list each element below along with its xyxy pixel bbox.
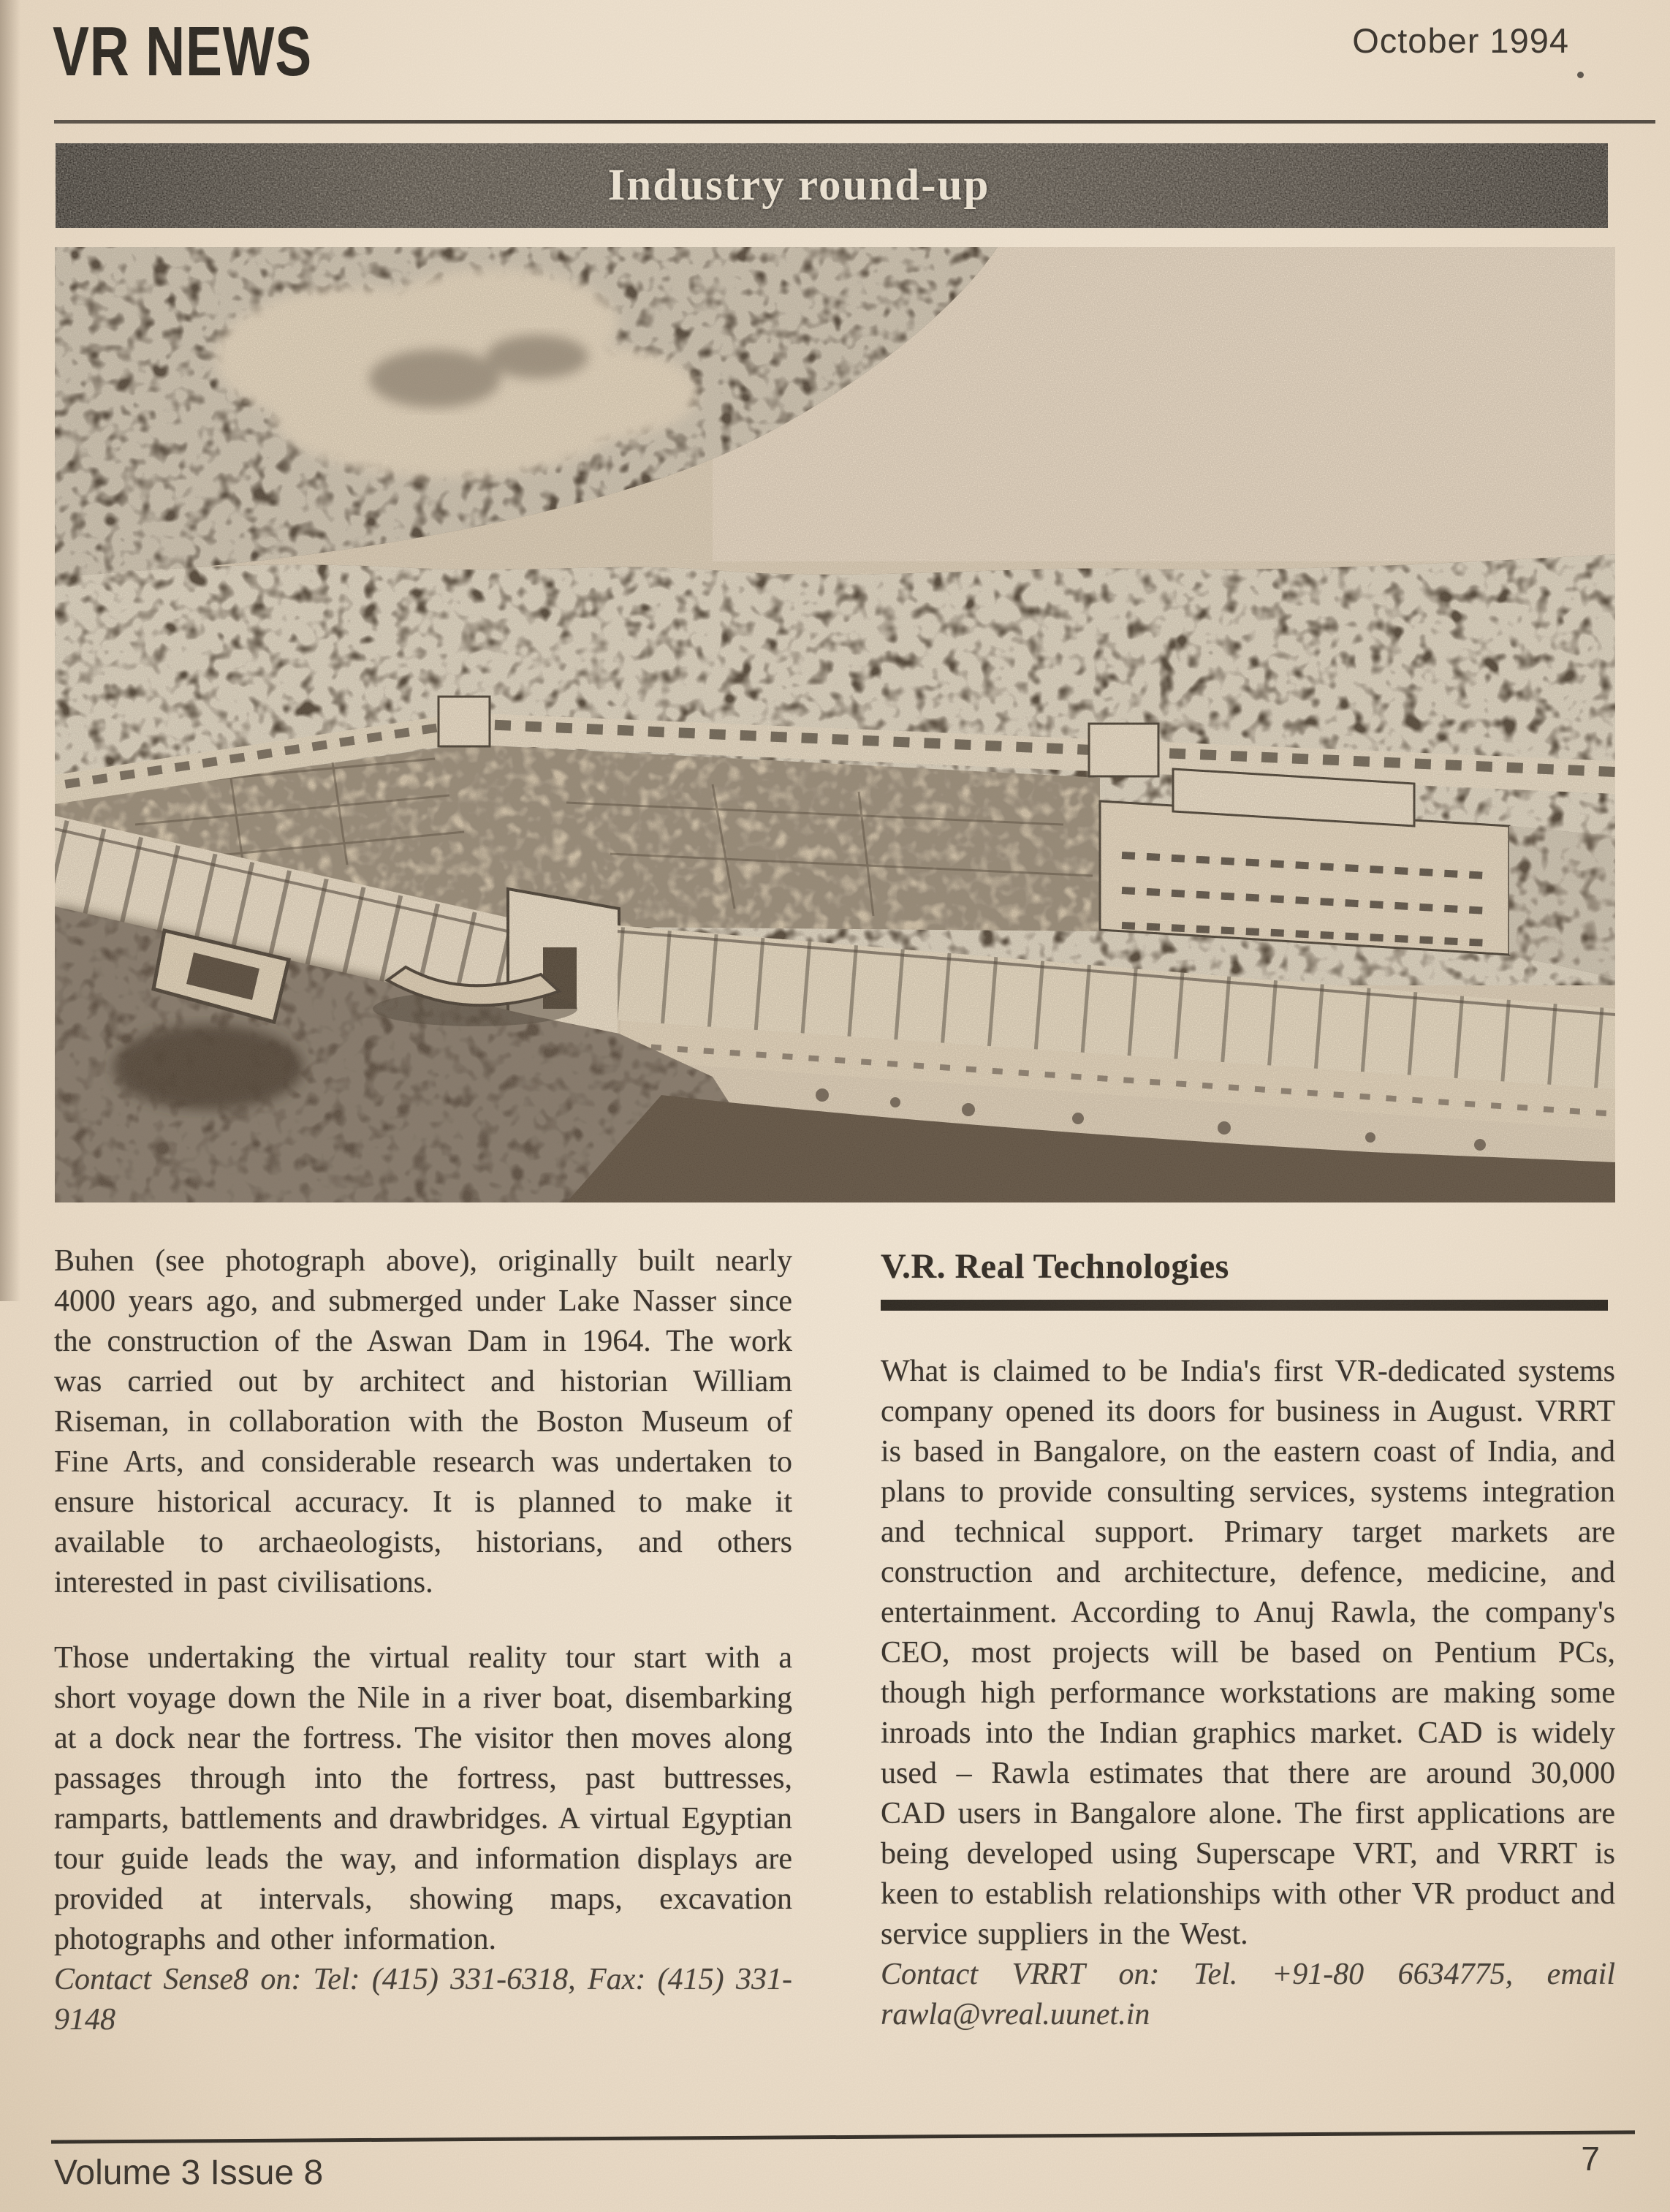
scan-edge-shadow xyxy=(0,0,20,1301)
footer-rule xyxy=(51,2130,1635,2143)
buhen-paragraph-1: Buhen (see photograph above), originally built nearly 4000 years ago, and submerged under Lake Nasser since the construction of the Aswan Dam in 1964. The work was carried out by architect and historian William Riseman, in collaboration with the Boston Museum of Fine Arts, and considerable research was undertaken to ensure historical accuracy. It is planned to make it available to archaeologists, historians, and others interested in past civilisations. xyxy=(54,1244,792,1599)
vrrt-paragraph-1: What is claimed to be India's first VR-dedicated systems company opened its doors for business in August. VRRT is based in Bangalore, on the eastern coast of India, and plans to provide consulting services, systems integration and technical support. Primary target markets are construction and architecture, defence, medicine, and entertainment. According to Anuj Rawla, the company's CEO, most projects will be based on Pentium PCs, though high performance workstations are making some inroads into the Indian graphics market. CAD is widely used – Rawla estimates that there are around 30,000 CAD users in Bangalore alone. The first applications are being developed using Superscape VRT, and VRRT is keen to establish relationships with other VR product and service suppliers in the West. xyxy=(881,1355,1615,1951)
scan-speck xyxy=(1577,72,1584,78)
page-number: 7 xyxy=(1581,2140,1600,2178)
section-banner-label: Industry round-up xyxy=(607,161,990,210)
buhen-contact-line: Contact Sense8 on: Tel: (415) 331-6318, Fax: (415) 331-9148 xyxy=(54,1963,792,2037)
issue-date: October 1994 xyxy=(1352,21,1569,60)
vrrt-contact-line: Contact VRRT on: Tel. +91-80 6634775, email rawla@vreal.uunet.in xyxy=(881,1958,1615,2031)
vrrt-heading: V.R. Real Technologies xyxy=(881,1247,1229,1286)
section-banner xyxy=(56,143,1608,228)
photo-illustration xyxy=(55,247,1615,1202)
header-rule xyxy=(54,120,1655,124)
article-vrrt xyxy=(881,1241,1615,2040)
buhen-photograph xyxy=(55,247,1615,1202)
volume-issue-label: Volume 3 Issue 8 xyxy=(54,2154,324,2192)
vrrt-heading-rule xyxy=(881,1300,1608,1311)
masthead-title: VR NEWS xyxy=(53,12,312,91)
article-columns xyxy=(54,1241,1615,2040)
article-buhen xyxy=(54,1241,792,2040)
buhen-paragraph-2: Those undertaking the virtual reality tour start with a short voyage down the Nile in a river boat, disembarking at a dock near the fortress. The visitor then moves along passages through into the fortress, past buttresses, ramparts, battlements and drawbridges. A virtual Egyptian tour guide leads the way, and information displays are provided at intervals, showing maps, excavation photographs and other information. xyxy=(54,1641,792,1956)
